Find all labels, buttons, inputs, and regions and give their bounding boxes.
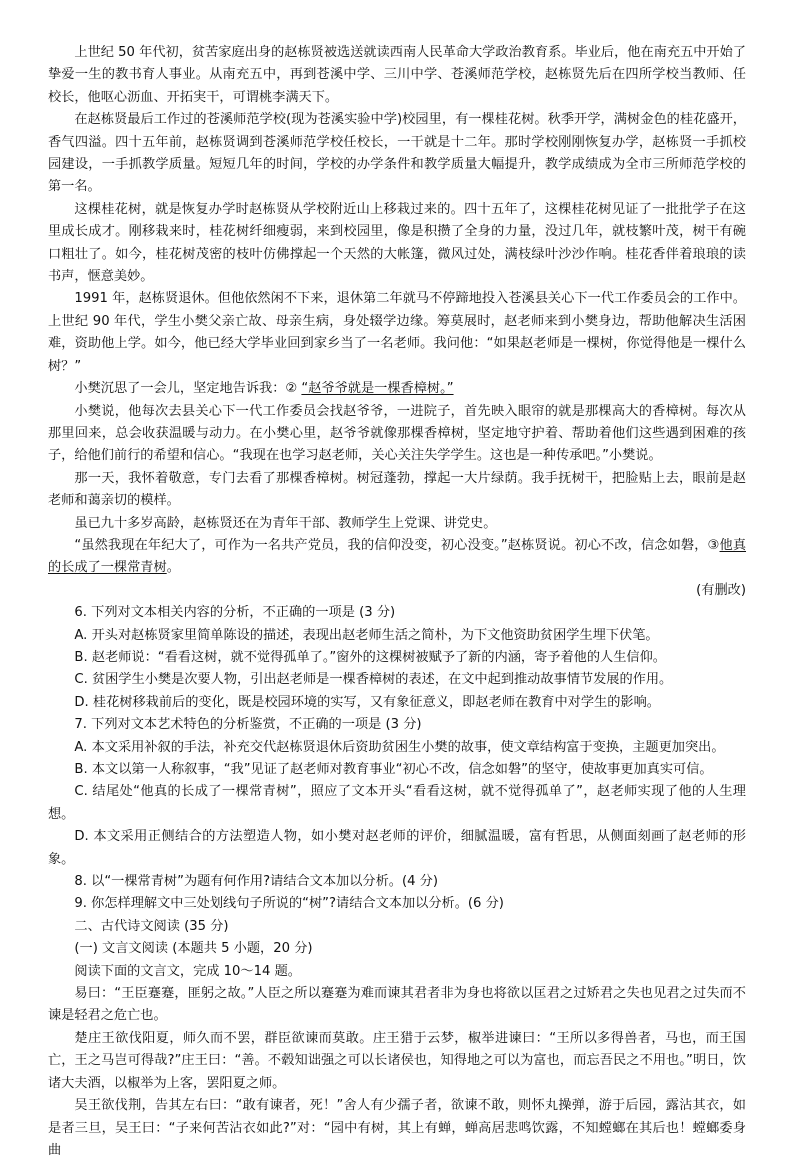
text-segment: 虽已九十多岁高龄，赵栋贤还在为青年干部、教师学生上党课、讲党史。 <box>74 515 497 531</box>
paragraph-p9 <box>48 535 746 580</box>
text-segment: B. 赵老师说：“看看这树，就不觉得孤单了。”窗外的这棵树被赋予了新的内涵，寄予着他的人生信仰。 <box>74 649 666 665</box>
paragraph-q6a <box>48 625 746 647</box>
text-segment: 9. 你怎样理解文中三处划线句子所说的“树”?请结合文本加以分析。(6 分) <box>74 896 504 912</box>
paragraph-q7b <box>48 759 746 781</box>
paragraph-p4 <box>48 288 746 378</box>
paragraph-q6d <box>48 692 746 714</box>
paragraph-c3 <box>48 1095 746 1162</box>
text-segment: C. 结尾处“他真的长成了一棵常青树”，照应了文本开头“看看这树，就不觉得孤单了”，赵老师实现了他的人生理想。 <box>48 784 746 822</box>
paragraph-s2 <box>48 916 746 938</box>
paragraph-q7a <box>48 737 746 759</box>
text-segment: D. 桂花树移栽前后的变化，既是校园环境的实写，又有象征意义，即赵老师在教育中对学生的影响。 <box>74 694 660 710</box>
text-segment: 二、古代诗文阅读 (35 分) <box>74 918 229 934</box>
text-segment: 7. 下列对文本艺术特色的分析鉴赏，不正确的一项是 (3 分) <box>74 717 422 733</box>
text-segment: 。 <box>166 560 180 576</box>
text-segment: 阅读下面的文言文，完成 10～14 题。 <box>74 963 301 979</box>
paragraph-p5 <box>48 378 746 400</box>
paragraph-p2 <box>48 109 746 199</box>
paragraph-c1 <box>48 983 746 1028</box>
paragraph-p1 <box>48 42 746 109</box>
text-segment: 吴王欲伐荆，告其左右曰：“敢有谏者，死！”舍人有少孺子者，欲谏不敢，则怀丸操弹，游于后园，露沾其衣，如是者三旦，吴王曰：“子来何苦沾衣如此?”对：“园中有树，其上有蝉，蝉高居悲鸣饮露，不知螳螂在其后也！螳螂委身曲 <box>48 1098 746 1158</box>
text-segment: C. 贫困学生小樊是次要人物，引出赵老师是一棵香樟树的表述，在文中起到推动故事情节发展的作用。 <box>74 672 673 688</box>
paragraph-q6c <box>48 669 746 691</box>
paragraph-q8 <box>48 871 746 893</box>
text-segment: A. 开头对赵栋贤家里简单陈设的描述，表现出赵老师生活之简朴，为下文他资助贫困学生埋下伏笔。 <box>74 627 659 643</box>
paragraph-q9 <box>48 893 746 915</box>
paragraph-p10 <box>48 580 746 602</box>
paragraph-q7d <box>48 826 746 871</box>
text-segment: 8. 以“一棵常青树”为题有何作用?请结合文本加以分析。(4 分) <box>74 874 439 890</box>
text-segment: 6. 下列对文本相关内容的分析，不正确的一项是 (3 分) <box>74 605 396 621</box>
paragraph-c2 <box>48 1028 746 1095</box>
text-segment: “虽然我现在年纪大了，可作为一名共产党员，我的信仰没变，初心没变。”赵栋贤说。初心不改，信念如磐，③ <box>74 537 720 553</box>
paragraph-p3 <box>48 199 746 289</box>
text-segment: 易曰：“王臣蹇蹇，匪躬之故。”人臣之所以蹇蹇为难而谏其君者非为身也将欲以匡君之过矫君之失也见君之过失而不谏是轻君之危亡也。 <box>48 986 746 1024</box>
paragraph-s2b <box>48 961 746 983</box>
text-segment: 在赵栋贤最后工作过的苍溪师范学校(现为苍溪实验中学)校园里，有一棵桂花树。秋季开学，满树金色的桂花盛开，香气四溢。四十五年前，赵栋贤调到苍溪师范学校任校长，一干就是十二年。那时学校刚刚恢复办学，赵栋贤一手抓校园建设，一手抓教学质量。短短几年的时间，学校的办学条件和教学质量大幅提升，教学成绩成为全市三所师范学校的第一名。 <box>48 112 746 195</box>
text-segment: 这棵桂花树，就是恢复办学时赵栋贤从学校附近山上移栽过来的。四十五年了，这棵桂花树见证了一批批学子在这里成长成才。刚移栽来时，桂花树纤细瘦弱，来到校园里，像是积攒了全身的力量，没过几年，就枝繁叶茂，树干有碗口粗壮了。如今，桂花树茂密的枝叶仿佛撑起一个天然的大帐篷，微风过处，满枝绿叶沙沙作响。桂花香伴着琅琅的读书声，惬意美妙。 <box>48 201 746 285</box>
text-segment: (一) 文言文阅读 (本题共 5 小题，20 分) <box>74 941 313 957</box>
text-segment: B. 本文以第一人称叙事，“我”见证了赵老师对教育事业“初心不改，信念如磐”的坚守，使故事更加真实可信。 <box>74 762 713 777</box>
text-segment: 小樊沉思了一会儿，坚定地告诉我：② <box>74 381 302 397</box>
text-segment: 那一天，我怀着敬意，专门去看了那棵香樟树。树冠蓬勃，撑起一大片绿荫。我手抚树干，把脸贴上去，眼前是赵老师和蔼亲切的模样。 <box>48 470 746 509</box>
text-segment: A. 本文采用补叙的手法，补充交代赵栋贤退休后资助贫困生小樊的故事，使文章结构富于变换，主题更加突出。 <box>74 739 725 755</box>
text-segment: 上世纪 50 年代初，贫苦家庭出身的赵栋贤被选送就读西南人民革命大学政治教育系。毕业后，他在南充五中开始了挚爱一生的教书育人事业。从南充五中，再到苍溪中学、三川中学、苍溪师范学校，赵栋贤先后在四所学校当教师、任校长，他呕心沥血、开拓実干，可谓桃李满天下。 <box>48 45 746 105</box>
text-segment: 楚庄王欲伐阳夏，师久而不罢，群臣欲谏而莫敢。庄王猎于云梦，椒举进谏曰：“王所以多得兽者，马也，而王国亡，王之马岂可得哉?”庄王曰：“善。不毂知诎强之可以长诸侯也，知得地之可以为富也，而忘吾民之不用也。”明日，饮诸大夫酒，以椒举为上客，罢阳夏之师。 <box>48 1030 746 1091</box>
paragraph-q6b <box>48 647 746 669</box>
paragraph-p7 <box>48 468 746 513</box>
paragraph-q6 <box>48 602 746 624</box>
underlined-sentence: “赵爷爷就是一棵香樟树。” <box>301 381 454 397</box>
paragraph-s2a <box>48 938 746 960</box>
underlined-sentence: 他真的长成了一棵常青树 <box>48 537 747 576</box>
text-segment: D. 本文采用正侧结合的方法塑造人物，如小樊对赵老师的评价，细腻温暖，富有哲思，从侧面刻画了赵老师的形象。 <box>48 829 746 867</box>
paragraph-q7 <box>48 714 746 736</box>
paragraph-p8 <box>48 513 746 535</box>
text-segment: (有删改) <box>696 582 746 598</box>
text-segment: 小樊说，他每次去县关心下一代工作委员会找赵爷爷，一进院子，首先映入眼帘的就是那棵高大的香樟树。每次从那里回来，总会收获温暖与动力。在小樊心里，赵爷爷就像那棵香樟树，坚定地守护着、帮助着他们这些遇到困难的孩子，给他们前行的希望和信心。“我现在也学习赵老师，关心关注失学学生。这也是一种传承吧。”小樊说。 <box>48 403 746 464</box>
paragraph-q7c <box>48 781 746 826</box>
paragraph-p6 <box>48 401 746 468</box>
text-segment: 1991 年，赵栋贤退休。但他依然闲不下来，退休第二年就马不停蹄地投入苍溪县关心下一代工作委员会的工作中。上世纪 90 年代，学生小樊父亲亡故、母亲生病，身处辍学边缘。筹莫展时，赵老师来到小樊身边，帮助他解决生活困难，资助他上学。如今，他已经大学毕业回到家乡当了一名老师。我问他：“如果赵老师是一棵树，你觉得他是一棵什么树？” <box>48 291 746 374</box>
